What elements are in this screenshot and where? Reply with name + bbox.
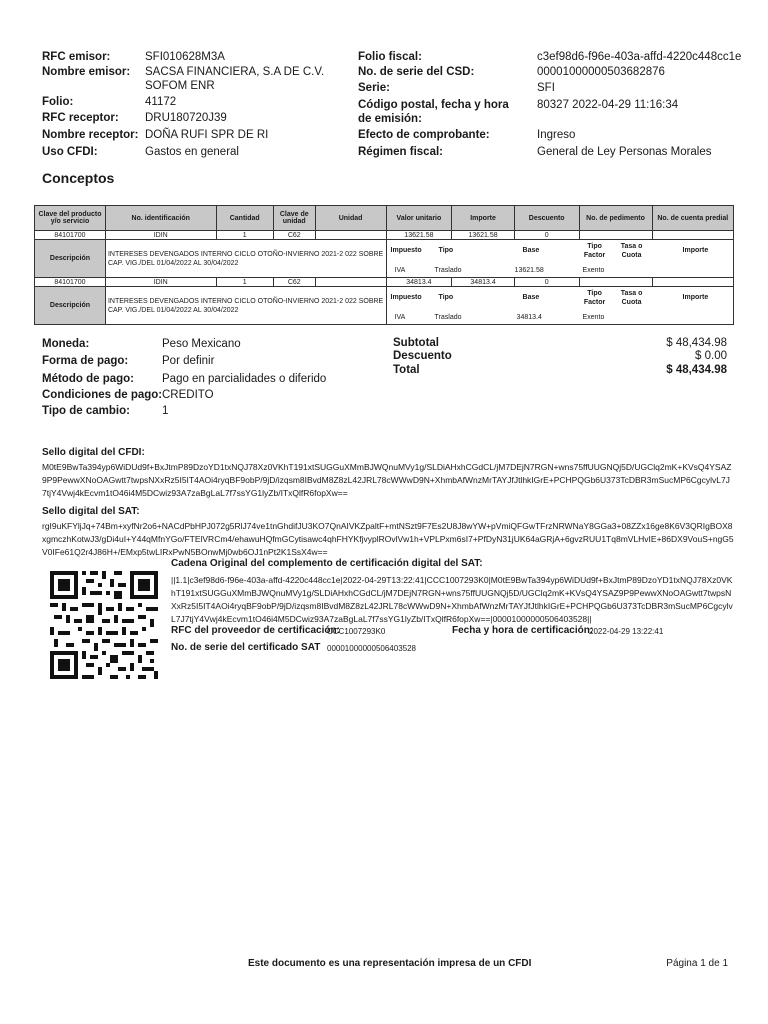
tax-impuesto: IVA [394, 267, 406, 274]
cp-fecha-value: 80327 2022-04-29 11:16:34 [537, 99, 679, 111]
th-unidad: Unidad [315, 206, 386, 231]
description-row [35, 287, 734, 325]
condiciones-value: CREDITO [162, 389, 214, 401]
subtotal-value: $ 48,434.98 [666, 337, 727, 349]
cell-pedimento [579, 231, 652, 240]
forma-pago-label: Forma de pago: [42, 355, 129, 367]
descripcion-text: INTERESES DEVENGADOS INTERNO CICLO OTOÑO-INVIERNO 2021-2 022 SOBRE CAP. VIG./DEL 01/04/2022 AL 30/04/2022 [105, 287, 386, 325]
serie-value: SFI [537, 82, 555, 94]
efecto-label: Efecto de comprobante: [358, 129, 490, 141]
regimen-value: General de Ley Personas Morales [537, 146, 712, 158]
rfc-emisor-value: SFI010628M3A [145, 51, 225, 63]
descuento-value: $ 0.00 [695, 350, 727, 362]
qr-code-icon [50, 571, 158, 679]
sello-sat-text: rgI9uKFYljJq+74Bm+xyfNr2o6+NACdPbHPJ072g5RlJ74ve1tnGhdifJU3KO7QnAIVKZpaltF+mtNSzt9F7Es2U8J8wYW+pVmiQFGwTFrzNRWNaY8GGa3+08ZZx16ge8K6V3QRIgBOX8xgmczhKotwJ3/gDi4uI+Y44qMfnYGo/FTElVRCm4/ehawuHQfmGCytisawc4qhFHYKfjvyplROvlVw1h+VPLPxm6sI7+PfDyN31jUK64aGRjA+6gvzRUU1Tq8mVLHvIE+86DX9VouS+ngG5V0IFe61Q2r4J86H+/EMxp5twLIRxPwN5BOnwMj0wb6OJ1nPt2K1SsX4w== [42, 521, 734, 557]
moneda-label: Moneda: [42, 338, 90, 350]
rfc-proveedor-label: RFC del proveedor de certificación: [171, 625, 340, 636]
cell-clave-unidad: C62 [273, 278, 315, 287]
sello-cfdi-title: Sello digital del CFDI: [42, 447, 145, 458]
sello-cfdi-text: M0tE9BwTa394yp6WiDUd9f+BxJtmP89DzoYD1txNQJ78Xz0VKhT191xtSUGGuXMmBJWQnuMVy1g/SLDiAHxhCGdCL/jM7DEjN7RGN+wns75ffUUGNQj5D/UGClq2mK+KVsQ4YSAZ9P9PewwXNoOAGwtt7twpsNXxRz5I5IT4AOi4ryqBF9obP/9jD/izqsm8IBvdM8Z8zL42JRL78cWWwD9N+XhmbAfWnzMrTAYJfJtlhkIGrE+PCHPQGb6U373TcDBR3mSucMP6CgcylvL7J7tjY4Vwj4kEcvm1tO46i4M5DCwiz93A7zaBgLaL7f7ssYG1lyZb/ITxQlfR6fopXw== [42, 462, 732, 498]
cell-id: IDIN [105, 231, 216, 240]
tax-tipo: Traslado [434, 314, 462, 321]
folio-label: Folio: [42, 96, 74, 108]
tax-impuesto-header: Impuesto [390, 294, 422, 301]
tax-base-header: Base [522, 294, 540, 301]
cell-valor: 13621.58 [386, 231, 452, 240]
folio-fiscal-value: c3ef98d6-f96e-403a-affd-4220c448cc1e [537, 51, 742, 63]
cell-predial [652, 278, 733, 287]
tax-impuesto-header: Impuesto [390, 247, 422, 254]
forma-pago-value: Por definir [162, 355, 215, 367]
folio-value: 41172 [145, 96, 177, 108]
rfc-receptor-value: DRU180720J39 [145, 112, 227, 124]
tax-tipo-header: Tipo [438, 294, 454, 301]
th-importe: Importe [452, 206, 515, 231]
th-descuento: Descuento [514, 206, 579, 231]
tax-tipo-factor: Exento [582, 314, 605, 321]
serie-cert-value: 00001000000506403528 [327, 644, 416, 653]
th-clave: Clave del producto y/o servicio [35, 206, 106, 231]
cell-cantidad: 1 [216, 278, 273, 287]
cell-clave: 84101700 [35, 231, 106, 240]
cadena-text: ||1.1|c3ef98d6-f96e-403a-affd-4220c448cc1e|2022-04-29T13:22:41|CCC1007293K0|M0tE9BwTa394yp6WiDUd9f+BxJtmP89DzoYD1txNQJ78Xz0VKhT191xtSUGGuXMmBJWQnuMVy1g/SLDiAHxhCGdCL/jM7DEjN7RGN+wns75ffUUGNQj5D/UGClq2mK+KVsQ4YSAZ9P9PewwXNoOAGwtt7twpsNXxRz5I5IT4AOi4ryqBF9obP/9jD/izqsm8IBvdM8Z8zL42JRL78cWWwD9N+XhmbAfWnzMrTAYJfJtlhkIGrE+PCHPQGb6U373TcDBR3mSucMP6CgcylvL7J7tjY4Vwj4kEcvm1tO46i4M5DCwiz93A7zaBgLaL7f7ssYG1lyZb/ITxQlfR6fopXw==|00001000000506403528|| [171, 575, 733, 624]
th-valor-unitario: Valor unitario [386, 206, 452, 231]
th-pedimento: No. de pedimento [579, 206, 652, 231]
tax-tipo-header: Tipo [438, 247, 454, 254]
folio-fiscal-label: Folio fiscal: [358, 51, 422, 63]
footer-text: Este documento es una representación impresa de un CFDI [248, 958, 532, 969]
uso-cfdi-value: Gastos en general [145, 146, 239, 158]
th-identificacion: No. identificación [105, 206, 216, 231]
sello-sat-title: Sello digital del SAT: [42, 506, 140, 517]
page-number: Página 1 de 1 [666, 958, 728, 969]
uso-cfdi-label: Uso CFDI: [42, 146, 98, 158]
regimen-label: Régimen fiscal: [358, 146, 443, 158]
cell-id: IDIN [105, 278, 216, 287]
serie-label: Serie: [358, 82, 390, 94]
cell-clave: 84101700 [35, 278, 106, 287]
cell-descuento: 0 [514, 231, 579, 240]
rfc-receptor-label: RFC receptor: [42, 112, 119, 124]
condiciones-label: Condiciones de pago: [42, 389, 163, 401]
rfc-proveedor-value: CCC1007293K0 [327, 627, 386, 636]
cell-importe: 13621.58 [452, 231, 515, 240]
nombre-emisor-label: Nombre emisor: [42, 66, 131, 78]
serie-cert-label: No. de serie del certificado SAT [171, 642, 321, 653]
descuento-label: Descuento [393, 350, 452, 362]
tax-tipo: Traslado [434, 267, 462, 274]
tax-base-header: Base [522, 247, 540, 254]
table-header-row [35, 206, 734, 231]
conceptos-table [34, 205, 734, 325]
tax-impuesto: IVA [394, 314, 406, 321]
th-cuenta-predial: No. de cuenta predial [652, 206, 733, 231]
cell-predial [652, 231, 733, 240]
cell-unidad [315, 231, 386, 240]
th-clave-unidad: Clave de unidad [273, 206, 315, 231]
tax-importe-header: Importe [682, 247, 709, 254]
descripcion-label: Descripción [35, 240, 106, 278]
total-label: Total [393, 364, 420, 376]
conceptos-title: Conceptos [42, 170, 115, 186]
cell-clave-unidad: C62 [273, 231, 315, 240]
tax-tipo-factor: Exento [582, 267, 605, 274]
cp-fecha-label: Código postal, fecha y hora de emisión: [358, 99, 509, 125]
cell-importe: 34813.4 [452, 278, 515, 287]
cell-descuento: 0 [514, 278, 579, 287]
nombre-receptor-label: Nombre receptor: [42, 129, 139, 141]
tax-base: 13621.58 [514, 267, 544, 274]
cell-pedimento [579, 278, 652, 287]
cell-valor: 34813.4 [386, 278, 452, 287]
descripcion-text: INTERESES DEVENGADOS INTERNO CICLO OTOÑO-INVIERNO 2021-2 022 SOBRE CAP. VIG./DEL 01/04/2022 AL 30/04/2022 [105, 240, 386, 278]
efecto-value: Ingreso [537, 129, 576, 141]
cell-cantidad: 1 [216, 231, 273, 240]
descripcion-label: Descripción [35, 287, 106, 325]
tax-tipo-factor-header: Tipo Factor [583, 290, 606, 306]
fecha-cert-value: 2022-04-29 13:22:41 [589, 627, 664, 636]
subtotal-label: Subtotal [393, 337, 439, 349]
serie-csd-value: 00001000000503682876 [537, 66, 665, 78]
fecha-cert-label: Fecha y hora de certificación: [452, 625, 594, 636]
tipo-cambio-value: 1 [162, 405, 169, 417]
rfc-emisor-label: RFC emisor: [42, 51, 111, 63]
table-row [35, 278, 734, 287]
nombre-emisor-value: SACSA FINANCIERA, S.A DE C.V. SOFOM ENR [145, 66, 325, 92]
tax-importe-header: Importe [682, 294, 709, 301]
description-row [35, 240, 734, 278]
tax-base: 34813.4 [516, 314, 542, 321]
moneda-value: Peso Mexicano [162, 338, 241, 350]
metodo-pago-label: Método de pago: [42, 373, 134, 385]
tax-cell [386, 287, 733, 325]
tax-tasa-header: Tasa o Cuota [620, 243, 643, 259]
cell-unidad [315, 278, 386, 287]
table-row [35, 231, 734, 240]
serie-csd-label: No. de serie del CSD: [358, 66, 475, 78]
tipo-cambio-label: Tipo de cambio: [42, 405, 130, 417]
tax-cell [386, 240, 733, 278]
metodo-pago-value: Pago en parcialidades o diferido [162, 373, 327, 385]
tax-tasa-header: Tasa o Cuota [620, 290, 643, 306]
nombre-receptor-value: DOÑA RUFI SPR DE RI [145, 129, 269, 141]
th-cantidad: Cantidad [216, 206, 273, 231]
cadena-title: Cadena Original del complemento de certificación digital del SAT: [171, 558, 483, 569]
tax-tipo-factor-header: Tipo Factor [583, 243, 606, 259]
total-value: $ 48,434.98 [666, 364, 727, 376]
